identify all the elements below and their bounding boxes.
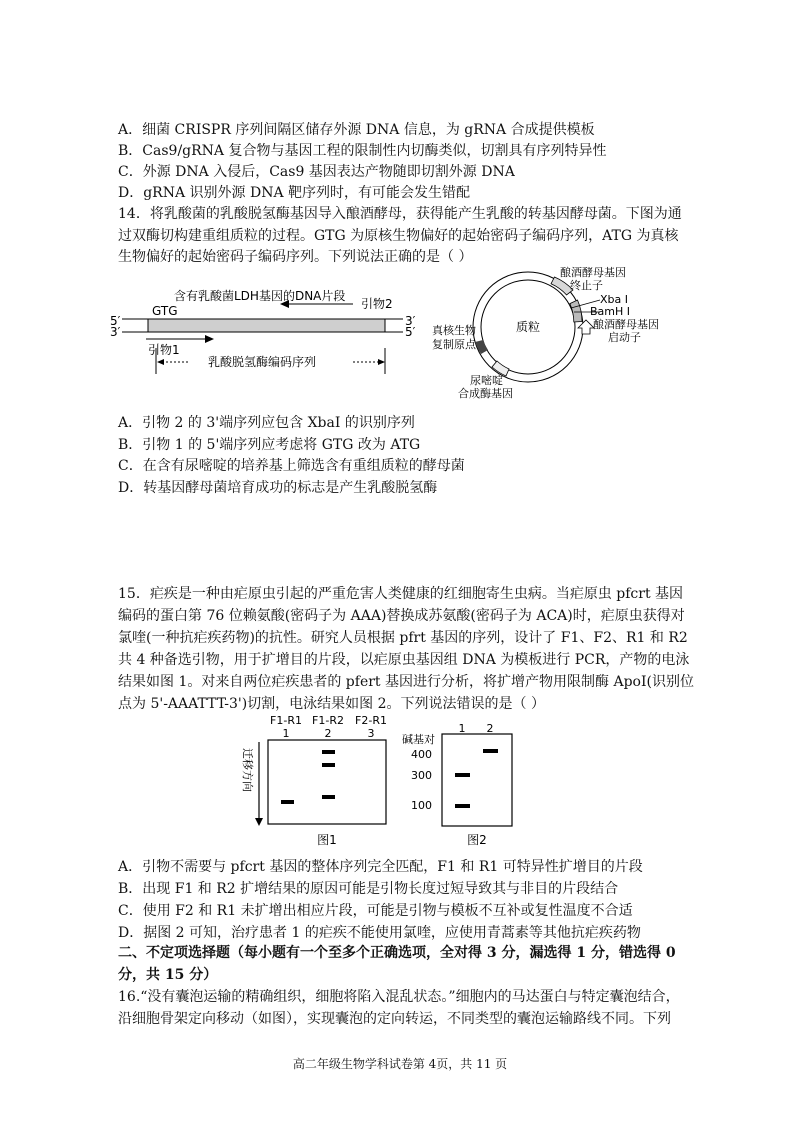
q14-stem-line: 生物偏好的起始密码子编码序列。下列说法正确的是（ ） [118, 249, 473, 265]
q14-option-a: A．引物 2 的 3'端序列应包含 XbaI 的识别序列 [118, 415, 415, 431]
fig1-band [322, 763, 335, 767]
q13-option-b: B．Cas9/gRNA 复合物与基因工程的限制性内切酶类似，切割具有序列特异性 [118, 143, 607, 159]
fig1-band [322, 750, 335, 754]
fig2-band [455, 804, 470, 808]
fig1-lane-label: F2-R1 [355, 714, 387, 727]
q16-stem-line: 沿细胞骨架定向移动（如图），实现囊泡的定向转运，不同类型的囊泡运输路线不同。下列 [118, 1011, 671, 1027]
ldh-gene-box [148, 319, 385, 332]
fig2-lane-number: 2 [486, 722, 494, 735]
primer2-label: 引物2 [361, 297, 393, 311]
ori-label: 复制原点 [432, 338, 476, 351]
q14-stem-line: 过双酶切构建重组质粒的过程。GTG 为原核生物偏好的起始密码子编码序列，ATG 为真核 [118, 228, 679, 244]
q14-option-c: C．在含有尿嘧啶的培养基上筛选含有重组质粒的酵母菌 [118, 458, 465, 474]
bamhi-label: BamH I [590, 305, 631, 318]
fig1-band [281, 800, 294, 804]
fig2-band [483, 749, 498, 753]
fig1-lane-number: 1 [282, 727, 290, 740]
q15-figure2 [400, 712, 520, 852]
fig2-tick-label: 300 [411, 769, 432, 782]
q14-stem-line: 14．将乳酸菌的乳酸脱氢酶基因导入酿酒酵母，获得能产生乳酸的转基因酵母菌。下图为通 [118, 206, 682, 222]
dna-end-label: 5′ [405, 325, 416, 339]
dna-fragment-title: 含有乳酸菌LDH基因的DNA片段 [174, 289, 346, 303]
dna-end-label: 5′ [110, 314, 121, 328]
q15-stem-line: 结果如图 1。对来自两位疟疾患者的 pfert 基因进行分析，将扩增产物用限制酶 ApoI(识别位 [118, 674, 694, 690]
ura-label: 合成酶基因 [458, 387, 513, 400]
dna-end-label: 3′ [405, 314, 416, 328]
section2-heading: 二、不定项选择题（每小题有一个至多个正确选项，全对得 3 分，漏选得 1 分，错选得 0 [118, 945, 676, 961]
coding-seq-label: 乳酸脱氢酶编码序列 [208, 355, 317, 369]
q14-plasmid-figure [428, 262, 690, 400]
fig2-lane-number: 1 [458, 722, 466, 735]
fig1-lane-label: F1-R2 [312, 714, 344, 727]
fig2-tick-label: 400 [411, 748, 432, 761]
q15-stem-line: 共 4 种备选引物，用于扩增目的片段，以疟原虫基因组 DNA 为模板进行 PCR，产物的电泳 [118, 652, 690, 668]
primer1-arrowhead [205, 335, 214, 343]
q15-stem-line: 点为 5'-AAATTT-3')切割，电泳结果如图 2。下列说法错误的是（ ） [118, 696, 545, 712]
fig1-lane-number: 2 [324, 727, 332, 740]
migration-arrowhead [255, 818, 263, 826]
xbai-label: Xba I [600, 293, 628, 306]
page-footer: 高二年级生物学科试卷第 4页，共 11 页 [292, 1057, 508, 1071]
promoter-label: 启动子 [608, 331, 641, 344]
dna-end-label: 3′ [110, 325, 121, 339]
fig2-gel-frame [442, 734, 512, 826]
q15-figure1 [240, 712, 390, 852]
migration-direction-label: 迁移方向 [241, 748, 254, 792]
terminator-label: 终止子 [570, 279, 603, 292]
primer1-label: 引物1 [148, 343, 180, 357]
promoter-label: 酿酒酵母基因 [593, 318, 659, 331]
q15-option-a: A．引物不需要与 pfcrt 基因的整体序列完全匹配，F1 和 R1 可特异性扩增目的片段 [118, 859, 643, 875]
q15-option-b: B．出现 F1 和 R2 扩增结果的原因可能是引物长度过短导致其与非目的片段结合 [118, 881, 619, 897]
q15-stem-line: 15．疟疾是一种由疟原虫引起的严重危害人类健康的红细胞寄生虫病。当疟原虫 pfcrt 基因 [118, 586, 684, 602]
fig1-caption: 图1 [317, 833, 337, 847]
q15-option-c: C．使用 F2 和 R1 未扩增出相应片段，可能是引物与模板不互补或复性温度不合适 [118, 903, 633, 919]
q16-stem-line: 16.“没有囊泡运输的精确组织，细胞将陷入混乱状态。”细胞内的马达蛋白与特定囊泡结合， [118, 989, 680, 1005]
q14-option-b: B．引物 1 的 5'端序列应考虑将 GTG 改为 ATG [118, 437, 421, 453]
q13-option-a: A．细菌 CRISPR 序列间隔区储存外源 DNA 信息，为 gRNA 合成提供模板 [118, 122, 595, 138]
fig2-tick-label: 100 [411, 799, 432, 812]
q14-option-d: D．转基因酵母菌培育成功的标志是产生乳酸脱氢酶 [118, 480, 438, 496]
q15-stem-line: 编码的蛋白第 76 位赖氨酸(密码子为 AAA)替换成苏氨酸(密码子为 ACA)时，疟原虫获得对 [118, 608, 685, 624]
fig1-lane-number: 3 [367, 727, 375, 740]
fig2-band [455, 773, 470, 777]
ura-label: 尿嘧啶 [470, 374, 503, 387]
q13-option-d: D．gRNA 识别外源 DNA 靶序列时，有可能会发生错配 [118, 185, 471, 201]
q14-dna-figure [108, 284, 418, 379]
terminator-label: 酿酒酵母基因 [560, 266, 626, 279]
promoter-arrow [578, 320, 594, 334]
section2-heading: 分，共 15 分） [118, 967, 218, 983]
fig2-caption: 图2 [467, 833, 487, 847]
fig1-band [322, 795, 335, 799]
ori-label: 真核生物 [432, 324, 476, 337]
plasmid-center-label: 质粒 [515, 320, 541, 334]
fig2-ylabel: 碱基对 [402, 733, 435, 746]
q15-stem-line: 氯喹(一种抗疟疾药物)的抗性。研究人员根据 pfrt 基因的序列，设计了 F1、F2、R1 和 R2 [118, 630, 688, 646]
q15-option-d: D．据图 2 可知，治疗患者 1 的疟疾不能使用氯喹，应使用青蒿素等其他抗疟疾药物 [118, 925, 641, 941]
fig1-lane-label: F1-R1 [270, 714, 302, 727]
q13-option-c: C．外源 DNA 入侵后，Cas9 基因表达产物随即切割外源 DNA [118, 164, 515, 180]
gtg-label: GTG [152, 304, 178, 318]
